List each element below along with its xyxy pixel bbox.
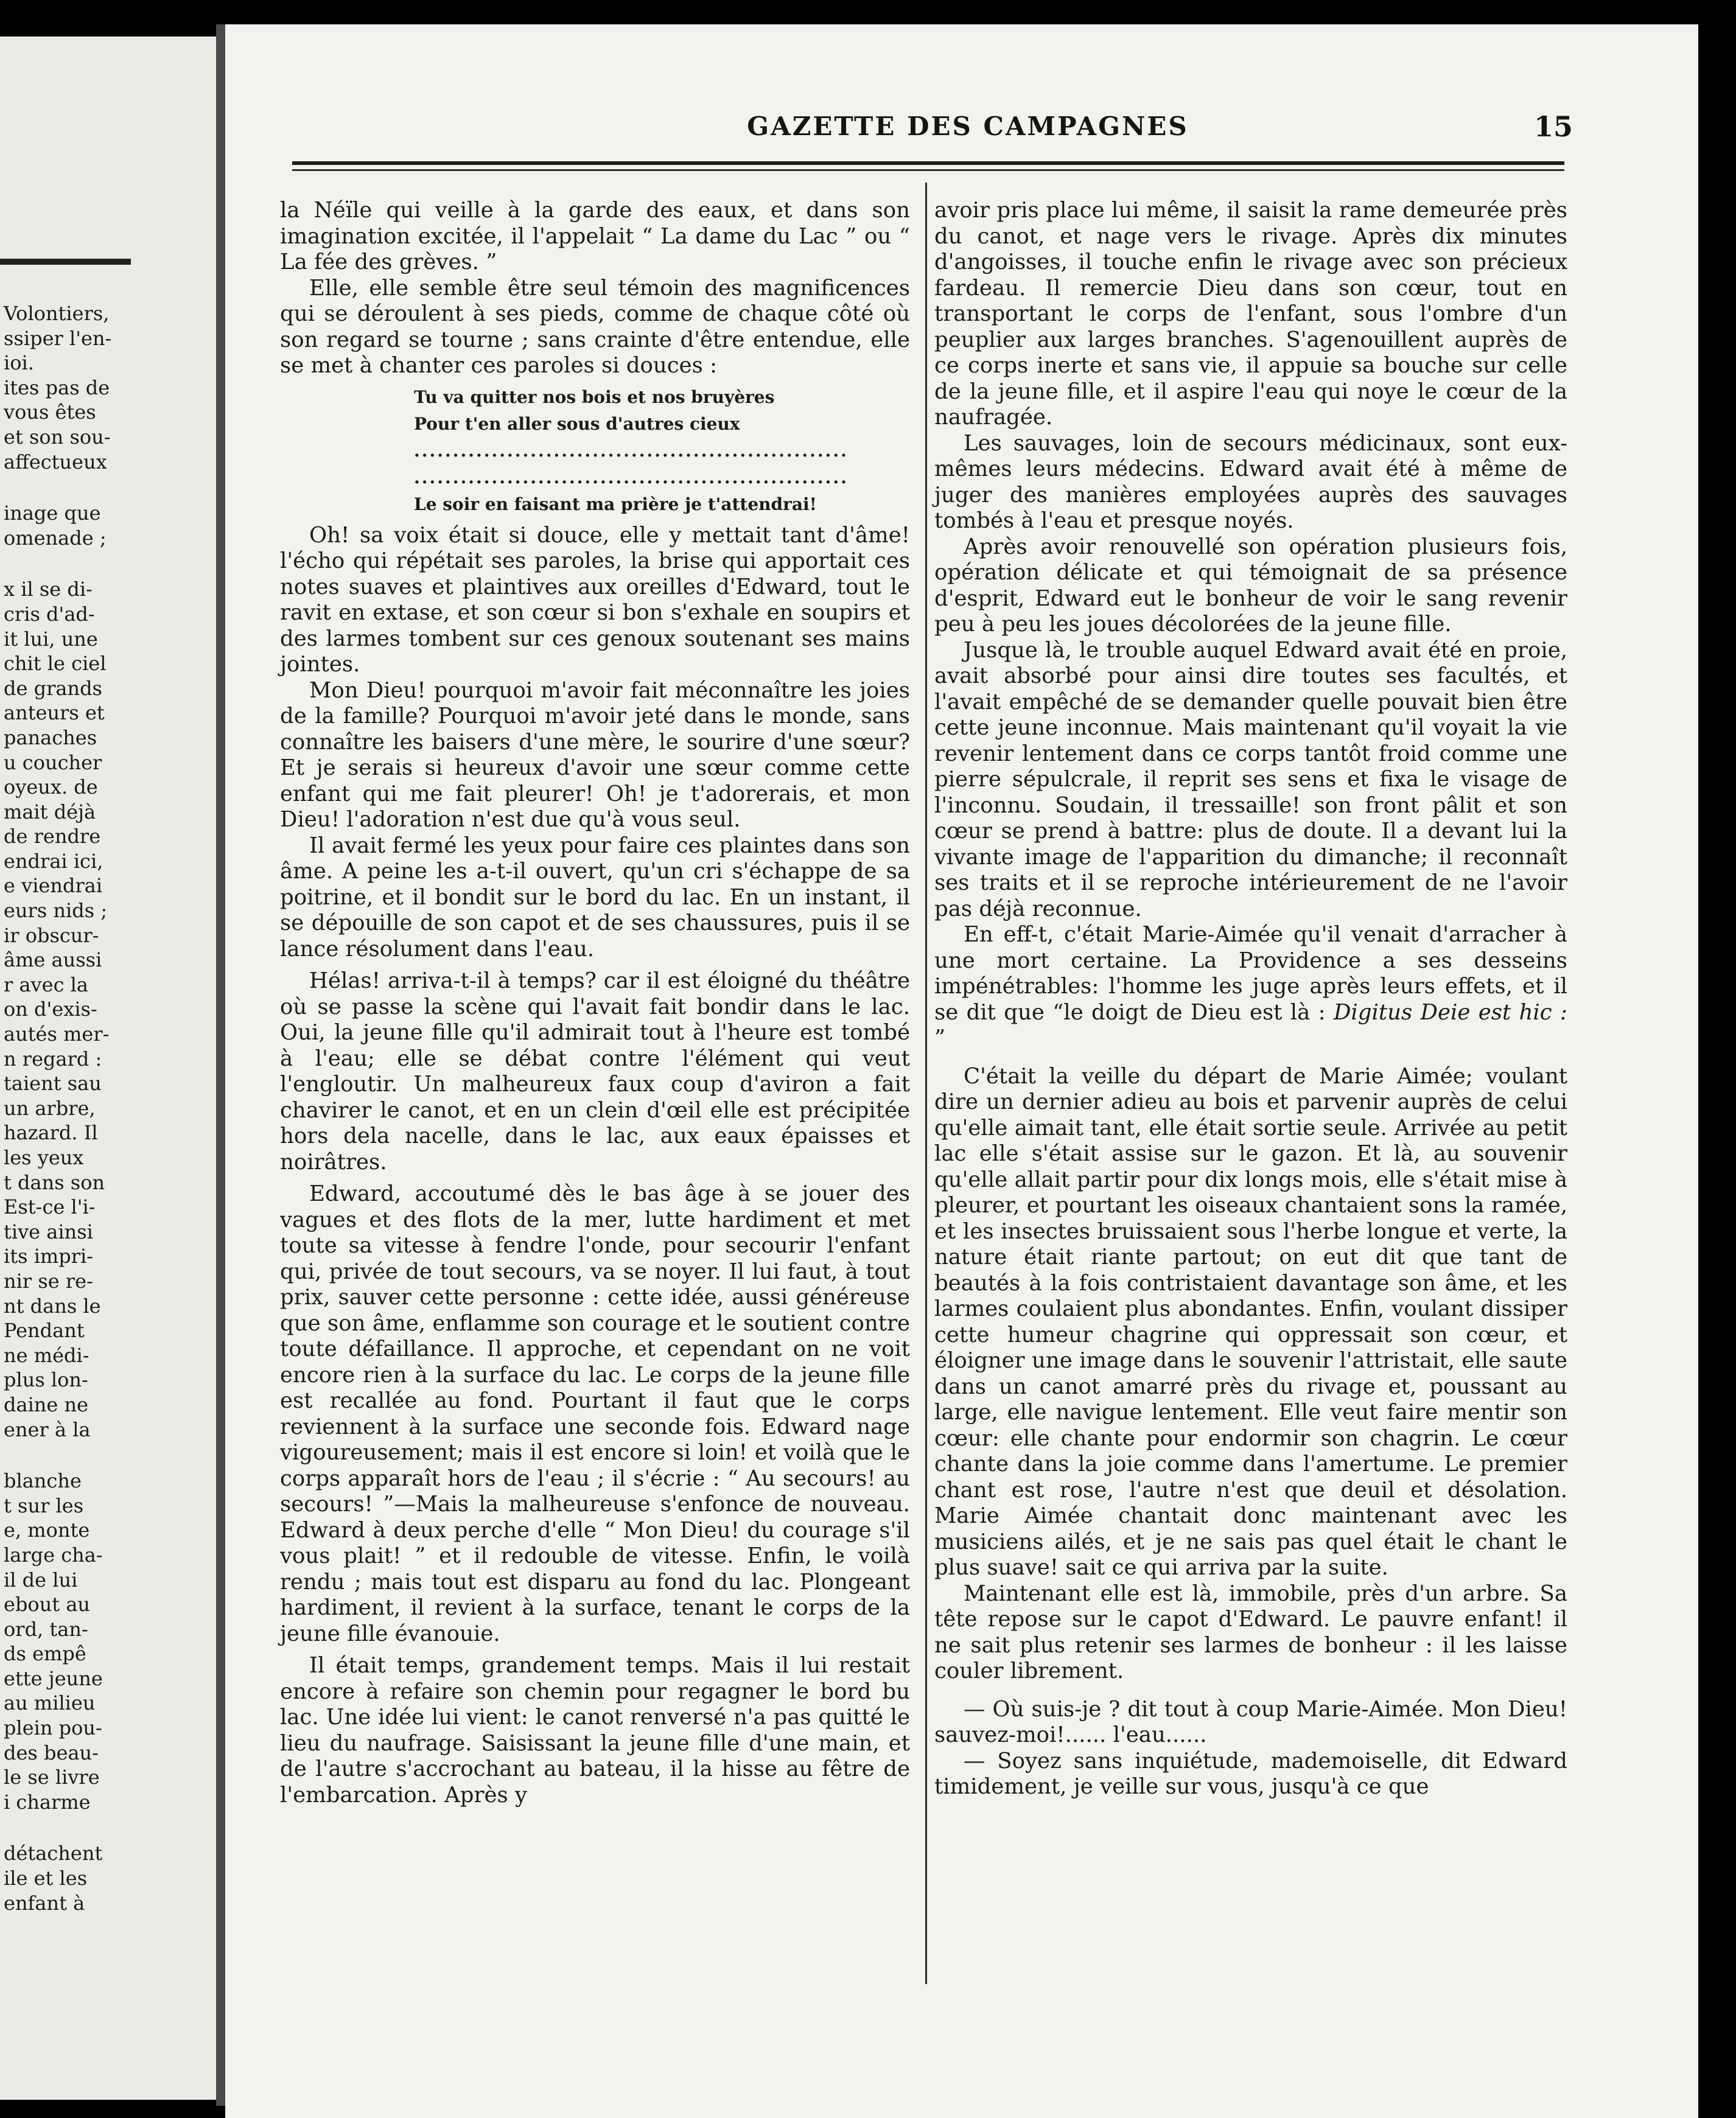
previous-page-line: ssiper l'en- (4, 326, 112, 350)
verse-line: Tu va quitter nos bois et nos bruyères (414, 386, 775, 407)
previous-page-line: Pendant (4, 1319, 85, 1343)
previous-page-line: oyeux. de (4, 775, 98, 799)
paragraph: Les sauvages, loin de secours médicinaux, sont eux-mêmes leurs médecins. Edward avait été à même de juger des manières employées auprès des sauvages tombés à l'eau et presque noyés. (934, 430, 1567, 533)
previous-page-line: il de lui (4, 1568, 78, 1592)
verse-line: Le soir en faisant ma prière je t'attendrai! (414, 494, 817, 514)
previous-page-line: le se livre (4, 1766, 100, 1789)
previous-page-line: Est-ce l'i- (4, 1195, 96, 1219)
previous-page-line: de rendre (4, 825, 101, 848)
paragraph: avoir pris place lui même, il saisit la rame demeurée près du canot, et nage vers le rivage. Après dix minutes d'angoisses, il touche enfin le rivage avec son précieux fardeau. Il remercie Dieu dans son cœur, tout en transportant le corps de l'enfant, sous l'ombre d'un peuplier aux larges branches. S'agenouillent auprès de ce corps inerte et sans vie, il appuie sa bouche sur celle de la jeune fille, et il aspire l'eau qui noye le cœur de la naufragée. (934, 198, 1567, 430)
previous-page-line: endrai ici, (4, 849, 103, 873)
previous-page-line: daine ne (4, 1393, 89, 1416)
article-column-right (934, 198, 1567, 1800)
previous-page-line: omenade ; (4, 526, 107, 550)
previous-page-line: eurs nids ; (4, 899, 108, 923)
previous-page-line: âme aussi (4, 948, 102, 972)
previous-page-text (4, 301, 214, 1915)
previous-page-line: ebout au (4, 1593, 91, 1616)
previous-page-line: ites pas de (4, 376, 110, 399)
paragraph: Mon Dieu! pourquoi m'avoir fait méconnaître les joies de la famille? Pourquoi m'avoir jeté dans le monde, sans connaître les baisers d'une mère, le sourire d'une sœur? Et je serais si heureux d'avoir une sœur comme cette enfant qui me fait pleurer! Oh! je t'adorerais, et mon Dieu! l'adoration n'est due qu'à vous seul. (280, 677, 910, 832)
previous-page-line: au milieu (4, 1691, 96, 1715)
previous-page-line: e viendrai (4, 874, 103, 898)
previous-page-line: n regard : (4, 1047, 102, 1071)
article-column-left (280, 198, 910, 1808)
previous-page-line: t dans son (4, 1170, 105, 1194)
column-divider (925, 183, 927, 1984)
paragraph: Il avait fermé les yeux pour faire ces plaintes dans son âme. A peine les a-t-il ouvert, qu'un cri s'échappe de sa poitrine, et il bondit sur le bord du lac. En un instant, il se dépouille de son capot et de ses chaussures, puis il se lance résolument dans l'eau. (280, 833, 910, 962)
scan-border-top (225, 0, 1698, 24)
previous-page-edge (0, 37, 216, 2100)
previous-page-line: ette jeune (4, 1666, 103, 1690)
previous-page-line: large cha- (4, 1543, 103, 1567)
page-header-title: GAZETTE DES CAMPAGNES (747, 111, 1189, 141)
previous-page-line: taient sau (4, 1072, 102, 1096)
previous-page-line: it lui, une (4, 627, 98, 651)
previous-page-line: nt dans le (4, 1294, 101, 1318)
previous-page-line: ir obscur- (4, 923, 99, 947)
scan-border-right (1698, 0, 1736, 2118)
previous-page-line: i charme (4, 1790, 91, 1814)
paragraph: Hélas! arriva-t-il à temps? car il est éloigné du théâtre où se passe la scène qui l'avait fait bondir dans le lac. Oui, la jeune fille qu'il admirait tout à l'heure est tombé à l'eau; elle se débat contre l'élément qui veut l'engloutir. Un malheureux faux coup d'aviron a fait chavirer le canot, et en un clein d'œil elle est précipitée hors dela nacelle, dans le lac, aux eaux épaisses et noirâtres. (280, 968, 910, 1175)
previous-page-line: vous êtes (4, 400, 96, 424)
previous-page-gap (4, 1814, 214, 1841)
previous-page-line: enfant à (4, 1891, 85, 1915)
page-gutter (216, 24, 225, 2106)
previous-page-line: plus lon- (4, 1368, 88, 1392)
previous-page-line: mait déjà (4, 800, 96, 823)
previous-page-line: nir se re- (4, 1269, 93, 1293)
header-rule-thick (292, 161, 1564, 165)
previous-page-line: ds empê (4, 1642, 86, 1666)
paragraph: la Néïle qui veille à la garde des eaux, et dans son imagination excitée, il l'appelait “ La dame du Lac ” ou “ La fée des grèves. ” (280, 198, 910, 274)
previous-page-line: blanche (4, 1469, 82, 1493)
closing-quote: ” (934, 1026, 946, 1050)
previous-page-line: hazard. Il (4, 1121, 98, 1145)
previous-page-gap (4, 1442, 214, 1469)
song-verse (414, 384, 910, 518)
previous-page-line: chit le ciel (4, 652, 107, 676)
dialogue-line: — Soyez sans inquiétude, mademoiselle, dit Edward timidement, je veille sur vous, jusqu'à ce que (934, 1748, 1567, 1799)
previous-page-line: les yeux (4, 1146, 84, 1169)
previous-page-line: de grands (4, 676, 102, 700)
paragraph-text: En eff-t, c'était Marie-Aimée qu'il venait d'arracher à une mort certaine. La Providence a ses desseins impénétrables: l'homme les juge après leurs effets, et il se dit que “le doigt de Dieu est là : (934, 922, 1567, 1025)
previous-page-line: its impri- (4, 1245, 94, 1268)
previous-page-line: ener à la (4, 1417, 91, 1441)
previous-page-line: t sur les (4, 1494, 84, 1517)
verse-line: Pour t'en aller sous d'autres cieux (414, 413, 740, 434)
paragraph: Oh! sa voix était si douce, elle y mettait tant d'âme! l'écho qui répétait ses paroles, la brise qui apportait ces notes suaves et plaintives aux oreilles d'Edward, tout le ravit en extase, et son cœur si bon s'exhale en soupirs et des larmes tombent sur ces genoux soutenant ses mains jointes. (280, 522, 910, 677)
header-rule-thin (292, 169, 1564, 171)
previous-page-rule (0, 259, 131, 265)
paragraph: Maintenant elle est là, immobile, près d'un arbre. Sa tête repose sur le capot d'Edward. Le pauvre enfant! il ne sait plus retenir ses larmes de bonheur : il les laisse couler librement. (934, 1581, 1567, 1683)
previous-page-line: e, monte (4, 1519, 90, 1542)
previous-page-line: r avec la (4, 973, 88, 996)
previous-page-line: x il se di- (4, 578, 93, 601)
previous-page-line: on d'exis- (4, 998, 97, 1021)
paragraph: Jusque là, le trouble auquel Edward avait été en proie, avait absorbé pour ainsi dire toutes ses facultés, et l'avait empêché de se demander quelle pouvait bien être cette jeune inconnue. Mais maintenant qu'il voyait la vie revenir lentement dans ce corps tantôt froid comme une pierre sépulcrale, il reprit ses sens et fixa le visage de l'inconnu. Soudain, il tressaille! son front pâlit et son cœur se prend à battre: plus de doute. Il a devant lui la vivante image de l'apparition du dimanche; il reconnaît ses traits et il se reproche intérieurement de ne l'avoir pas déjà reconnue. (934, 637, 1567, 921)
previous-page-line: affectueux (4, 450, 107, 474)
previous-page-line: détachent (4, 1842, 103, 1865)
previous-page-line: tive ainsi (4, 1220, 93, 1243)
previous-page-line: anteurs et (4, 701, 105, 725)
paragraph: C'était la veille du départ de Marie Aimée; voulant dire un dernier adieu au bois et parvenir auprès de celui qu'elle aimait tant, elle était sortie seule. Arrivée au petit lac elle s'était assise sur le gazon. Et là, au souvenir qu'elle allait partir pour dix longs mois, elle s'était mise à pleurer, et pourtant les oiseaux chantaient sons la ramée, et les insectes bruissaient sous l'herbe longue et verte, la nature était riante partout; on eut dit que tant de beautés à la fois contristaient davantage son âme, et les larmes coulaient plus abondantes. Enfin, voulant dissiper cette humeur chagrine qui oppressait son cœur, et éloigner une image dans le souvenir l'attristait, elle saute dans un canot amarré près du rivage et, poussant au large, elle navigue lentement. Elle veut faire mentir son cœur: elle chante pour endormir son chagrin. Le cœur chante dans la joie comme dans l'amertume. Le premier chant est rose, l'autre n'est que deuil et désolation. Marie Aimée chantait donc maintenant avec les musiciens ailés, et je ne sais pas quel était le chant le plus suave! sait ce qui arriva par la suite. (934, 1063, 1567, 1580)
verse-ellipsis: ........................................................ (414, 467, 849, 488)
dialogue-line: — Où suis-je ? dit tout à coup Marie-Aimée. Mon Dieu! sauvez-moi!...... l'eau...... (934, 1696, 1567, 1747)
previous-page-line: un arbre, (4, 1096, 96, 1120)
previous-page-line: et son sou- (4, 425, 111, 449)
previous-page-line: plein pou- (4, 1716, 102, 1740)
paragraph: Il était temps, grandement temps. Mais il lui restait encore à refaire son chemin pour regagner le bord bu lac. Une idée lui vient: le canot renversé n'a pas quitté le lieu du naufrage. Saisissant la jeune fille d'une main, et de l'autre s'accrochant au bateau, il la hisse au fêtre de l'embarcation. Après y (280, 1653, 910, 1808)
previous-page-line: ord, tan- (4, 1617, 88, 1641)
previous-page-line: u coucher (4, 750, 102, 774)
previous-page-line: Volontiers, (4, 302, 110, 325)
paragraph: Après avoir renouvellé son opération plusieurs fois, opération délicate et qui témoignait de sa présence d'esprit, Edward eut le bonheur de voir le sang revenir peu à peu les joues décolorées de la jeune fille. (934, 534, 1567, 637)
verse-ellipsis: ........................................................ (414, 440, 849, 461)
previous-page-line: ile et les (4, 1867, 88, 1890)
page-number: 15 (1534, 110, 1573, 143)
previous-page-line: ne médi- (4, 1343, 89, 1367)
previous-page-line: panaches (4, 725, 97, 749)
paragraph: Elle, elle semble être seul témoin des magnificences qui se déroulent à ses pieds, comme de chaque côté où son regard se tourne ; sans crainte d'être entendue, elle se met à chanter ces paroles si douces : (280, 275, 910, 378)
previous-page-gap (4, 550, 214, 577)
previous-page-line: cris d'ad- (4, 602, 95, 626)
latin-quote: Digitus Deie est hic : (1333, 999, 1567, 1025)
previous-page-gap (4, 474, 214, 501)
previous-page-line: inage que (4, 502, 101, 525)
paragraph: Edward, accoutumé dès le bas âge à se jouer des vagues et des flots de la mer, lutte hardiment et met toute sa vitesse à fendre l'onde, pour secourir l'enfant qui, privée de tout secours, va se noyer. Il lui faut, à tout prix, sauver cette personne : cette idée, aussi généreuse que son âme, enflamme son courage et le soutient contre toute défaillance. Il approche, et cependant on ne voit encore rien à la surface du lac. Le corps de la jeune fille est recallée au fond. Pourtant il faut que le corps reviennent à la surface une seconde fois. Edward nage vigoureusement; mais il est encore si loin! et voilà que le corps apparaît hors de l'eau ; il s'écrie : “ Au secours! au secours! ”—Mais la malheureuse s'enfonce de nouveau. Edward à deux perche d'elle “ Mon Dieu! du courage s'il vous plait! ” et il redouble de vitesse. Enfin, le voilà rendu ; mais tout est disparu au fond du lac. Plongeant hardiment, il revient à la surface, tenant le corps de la jeune fille évanouie. (280, 1181, 910, 1646)
previous-page-line: ioi. (4, 351, 34, 375)
previous-page-line: des beau- (4, 1741, 99, 1764)
previous-page-line: autés mer- (4, 1022, 110, 1046)
paragraph (934, 922, 1567, 1052)
